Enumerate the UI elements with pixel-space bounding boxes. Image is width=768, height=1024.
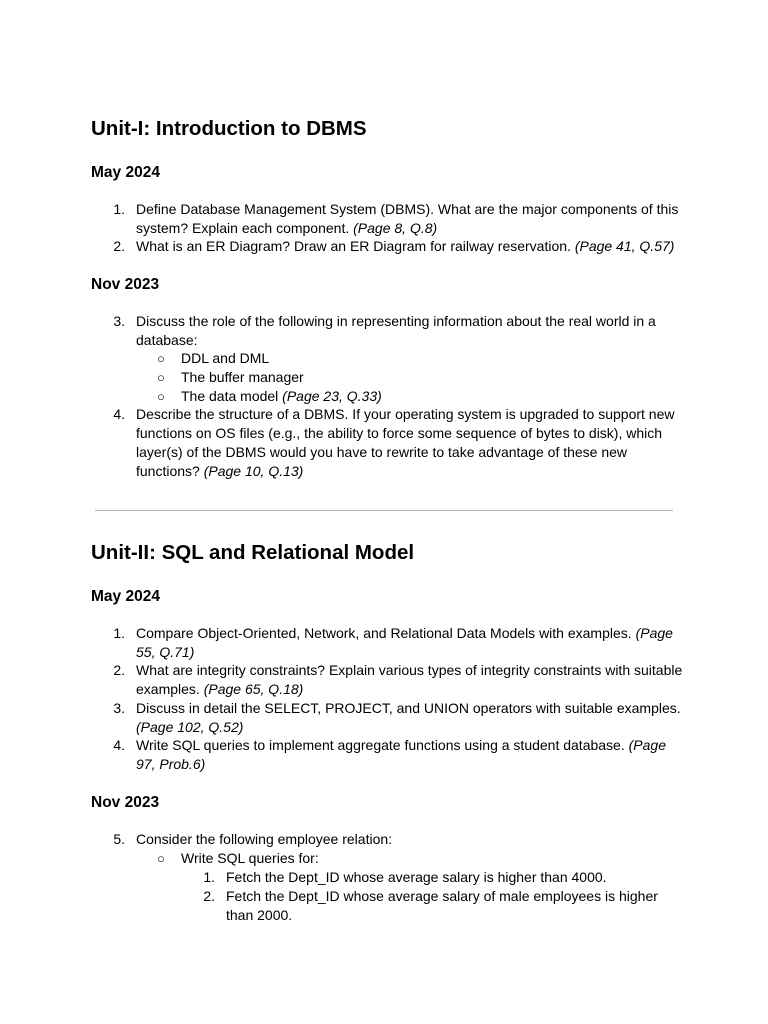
unit-1-title: Unit-I: Introduction to DBMS (91, 117, 367, 140)
question-number: 2. (113, 238, 125, 254)
sub-question-number: 2. (203, 888, 215, 904)
question-number: 5. (113, 831, 125, 847)
sub-question-text: Fetch the Dept_ID whose average salary of male employees is higher (226, 888, 658, 904)
question-text: Consider the following employee relation: (136, 831, 393, 847)
question-text: system? Explain each component. (136, 220, 354, 236)
sub-question-text: Fetch the Dept_ID whose average salary is higher than 4000. (226, 869, 607, 885)
page-reference: (Page 41, Q.57) (574, 238, 675, 254)
sub-question-item (226, 887, 658, 925)
question-text: functions? (136, 463, 204, 479)
page-reference: (Page (628, 737, 666, 753)
sub-bullet: ○ (157, 389, 165, 404)
page-reference: (Page 8, Q.8) (353, 220, 438, 236)
page-reference: (Page 102, Q.52) (136, 719, 244, 735)
question-text: Define Database Management System (DBMS). What are the major components of this (136, 201, 679, 217)
question-number: 1. (113, 625, 125, 641)
question-item (136, 736, 666, 774)
question-item (136, 237, 674, 256)
page-reference: (Page 23, Q.33) (282, 388, 382, 404)
question-number: 3. (113, 313, 125, 329)
sub-item-text: The buffer manager (181, 369, 304, 385)
page-reference: 55, Q.71) (136, 644, 195, 660)
question-item (136, 405, 674, 481)
question-number: 4. (113, 406, 125, 422)
question-item (136, 699, 681, 737)
sub-item-text: Write SQL queries for: (181, 850, 319, 866)
question-text: Compare Object-Oriented, Network, and Relational Data Models with examples. (136, 625, 636, 641)
sub-bullet: ○ (157, 370, 165, 385)
unit-1-session-may-2024: May 2024 (91, 164, 160, 181)
question-text: examples. (136, 681, 204, 697)
question-item (136, 624, 673, 662)
question-text: What is an ER Diagram? Draw an ER Diagram for railway reservation. (136, 238, 575, 254)
question-number: 2. (113, 662, 125, 678)
sub-item-text: DDL and DML (181, 350, 270, 366)
question-text: database: (136, 332, 198, 348)
question-item (136, 312, 656, 350)
question-item (136, 200, 678, 238)
sub-item-text: The data model (181, 388, 283, 404)
question-text: functions on OS files (e.g., the ability to force some sequence of bytes to disk), which (136, 425, 663, 441)
question-text: Discuss the role of the following in representing information about the real world in a (136, 313, 656, 329)
unit-2-session-may-2024: May 2024 (91, 588, 160, 605)
unit-2-session-nov-2023: Nov 2023 (91, 794, 160, 811)
page-reference: (Page 10, Q.13) (203, 463, 304, 479)
question-text: Write SQL queries to implement aggregate functions using a student database. (136, 737, 629, 753)
page-reference: (Page (635, 625, 673, 641)
sub-item (181, 387, 382, 406)
question-number: 1. (113, 201, 125, 217)
page-reference: 97, Prob.6) (136, 756, 206, 772)
page-reference: (Page 65, Q.18) (203, 681, 304, 697)
sub-question-number: 1. (203, 869, 215, 885)
unit-1-session-nov-2023: Nov 2023 (91, 276, 160, 293)
question-item (136, 661, 682, 699)
sub-bullet: ○ (157, 851, 165, 866)
question-text: layer(s) of the DBMS would you have to rewrite to take advantage of these new (136, 444, 628, 460)
sub-question-text: than 2000. (226, 907, 293, 923)
question-number: 4. (113, 737, 125, 753)
question-text: What are integrity constraints? Explain various types of integrity constraints with suitable (136, 662, 683, 678)
section-divider (95, 510, 673, 511)
question-number: 3. (113, 700, 125, 716)
sub-bullet: ○ (157, 351, 165, 366)
unit-2-title: Unit-II: SQL and Relational Model (91, 541, 415, 564)
question-text: Describe the structure of a DBMS. If your operating system is upgraded to support new (136, 406, 675, 422)
question-text: Discuss in detail the SELECT, PROJECT, and UNION operators with suitable examples. (136, 700, 681, 716)
